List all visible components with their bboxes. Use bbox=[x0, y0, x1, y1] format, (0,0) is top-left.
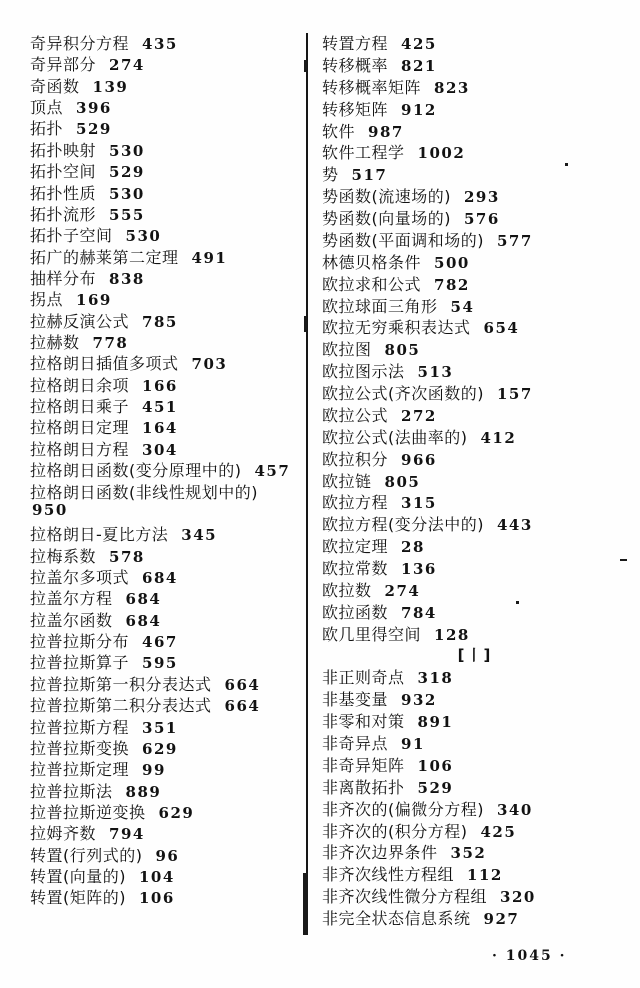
index-entry bbox=[30, 373, 304, 394]
page-number: · 1045 · bbox=[492, 948, 567, 964]
entry-term: 拉盖尔多项式 bbox=[30, 567, 130, 587]
index-entry bbox=[322, 53, 628, 75]
entry-term: 拉格朗日函数(非线性规划中的) bbox=[30, 482, 258, 502]
entry-page-number: 684 bbox=[142, 568, 178, 587]
entry-term: 拉格朗日余项 bbox=[30, 375, 130, 395]
entry-page-number: 315 bbox=[401, 494, 437, 513]
entry-page-number: 467 bbox=[142, 633, 178, 652]
index-entry bbox=[322, 687, 628, 709]
entry-term: 拉赫数 bbox=[30, 333, 80, 353]
entry-term: 欧几里得空间 bbox=[322, 624, 422, 644]
entry-term: 拓扑子空间 bbox=[30, 226, 113, 246]
entry-page-number: 966 bbox=[401, 450, 437, 469]
entry-page-number: 664 bbox=[224, 697, 261, 716]
entry-term: 拉普拉斯变换 bbox=[30, 738, 130, 758]
entry-term: 欧拉公式(法曲率的) bbox=[322, 427, 468, 447]
entry-page-number: 912 bbox=[401, 100, 437, 119]
entry-term: 转移矩阵 bbox=[322, 99, 389, 119]
entry-page-number: 684 bbox=[125, 611, 162, 630]
entry-page-number: 555 bbox=[109, 205, 145, 224]
entry-page-number: 320 bbox=[500, 888, 536, 907]
index-entry bbox=[30, 437, 304, 458]
entry-page-number: 821 bbox=[401, 56, 437, 75]
index-entry bbox=[322, 359, 628, 381]
entry-page-number: 513 bbox=[417, 363, 454, 382]
index-entry bbox=[322, 228, 628, 250]
entry-term: 欧拉球面三角形 bbox=[322, 296, 438, 316]
index-entry bbox=[30, 779, 304, 800]
entry-page-number: 345 bbox=[181, 526, 218, 545]
entry-page-number: 157 bbox=[497, 385, 533, 403]
entry-term: 势 bbox=[322, 165, 339, 185]
index-entry bbox=[322, 600, 628, 622]
entry-term: 势函数(向量场的) bbox=[322, 209, 451, 228]
entry-term: 非奇异点 bbox=[322, 734, 389, 753]
entry-term: 非齐次线性方程组 bbox=[322, 865, 455, 885]
entry-term: 拉盖尔函数 bbox=[30, 610, 113, 630]
index-entry bbox=[30, 650, 304, 671]
entry-term: 拉普拉斯算子 bbox=[30, 653, 130, 673]
entry-page-number: 352 bbox=[450, 844, 487, 863]
entry-page-number: 529 bbox=[109, 163, 145, 182]
entry-term: 非奇异矩阵 bbox=[322, 755, 405, 775]
entry-term: 拉普拉斯定理 bbox=[30, 760, 130, 780]
entry-term: 拉普拉斯方程 bbox=[30, 717, 130, 737]
entry-page-number: 576 bbox=[464, 210, 500, 228]
index-entry bbox=[30, 629, 304, 650]
index-entry bbox=[322, 490, 628, 512]
index-entry bbox=[322, 840, 628, 862]
entry-term: 拉普拉斯第一积分表达式 bbox=[30, 674, 212, 694]
index-entry bbox=[30, 52, 304, 73]
entry-term: 拓扑性质 bbox=[30, 183, 97, 203]
entry-term: 转置方程 bbox=[322, 34, 389, 53]
entry-term: 奇异部分 bbox=[30, 55, 97, 75]
index-entry bbox=[30, 202, 304, 223]
index-entry bbox=[322, 250, 628, 272]
index-entry bbox=[30, 116, 304, 137]
entry-page-number: 166 bbox=[142, 376, 178, 395]
entry-term: 拉普拉斯法 bbox=[30, 781, 113, 801]
entry-page-number: 99 bbox=[142, 761, 166, 780]
index-entry bbox=[30, 458, 304, 479]
entry-term: 欧拉图 bbox=[322, 340, 372, 360]
entry-page-number: 272 bbox=[401, 406, 437, 425]
entry-page-number: 577 bbox=[497, 231, 533, 250]
entry-page-number: 684 bbox=[125, 590, 162, 609]
index-entry bbox=[30, 672, 304, 693]
entry-page-number: 139 bbox=[92, 77, 129, 96]
index-entry bbox=[30, 480, 304, 501]
entry-term: 非齐次线性微分方程组 bbox=[322, 887, 488, 907]
entry-term: 欧拉图示法 bbox=[322, 362, 405, 382]
entry-page-number: 529 bbox=[417, 778, 454, 797]
entry-term: 奇异积分方程 bbox=[30, 34, 130, 53]
entry-page-number: 91 bbox=[401, 735, 425, 753]
entry-term: 拉赫反演公式 bbox=[30, 311, 130, 331]
index-entry bbox=[322, 534, 628, 556]
entry-page-number: 443 bbox=[497, 516, 533, 535]
index-entry bbox=[322, 556, 628, 578]
index-entry bbox=[322, 906, 628, 928]
entry-page-number: 595 bbox=[142, 654, 178, 673]
entry-term: 欧拉求和公式 bbox=[322, 274, 422, 294]
entry-page-number: 785 bbox=[142, 312, 178, 331]
entry-page-number: 629 bbox=[142, 739, 178, 758]
entry-page-number: 500 bbox=[434, 253, 470, 272]
entry-term: 拉格朗日方程 bbox=[30, 439, 130, 459]
entry-term: 转置(矩阵的) bbox=[30, 888, 126, 908]
entry-term: 拉梅系数 bbox=[30, 546, 97, 566]
entry-page-number: 838 bbox=[109, 269, 145, 288]
index-entry bbox=[30, 821, 304, 842]
entry-page-number: 106 bbox=[139, 889, 175, 908]
entry-page-number: 435 bbox=[142, 35, 178, 53]
entry-term: 转移概率 bbox=[322, 55, 389, 75]
index-entry bbox=[322, 381, 628, 403]
entry-term: 非完全状态信息系统 bbox=[322, 909, 471, 928]
index-entry bbox=[322, 140, 628, 162]
entry-term: 欧拉公式(齐次函数的) bbox=[322, 384, 484, 403]
index-entry bbox=[322, 119, 628, 141]
index-entry bbox=[322, 819, 628, 841]
entry-page-number: 889 bbox=[125, 782, 162, 801]
entry-page-number: 950 bbox=[32, 500, 68, 519]
index-column-right bbox=[322, 31, 628, 928]
index-entry bbox=[322, 447, 628, 469]
index-entry bbox=[30, 757, 304, 778]
entry-term: 奇函数 bbox=[30, 76, 80, 96]
index-entry bbox=[30, 266, 304, 287]
index-entry bbox=[322, 753, 628, 775]
entry-page-number: 782 bbox=[434, 275, 470, 294]
entry-term: 拓扑 bbox=[30, 119, 64, 139]
entry-page-number: 304 bbox=[142, 440, 178, 459]
entry-term: 拉普拉斯逆变换 bbox=[30, 802, 146, 822]
index-entry bbox=[30, 159, 304, 180]
index-entry bbox=[30, 800, 304, 821]
index-entry bbox=[322, 206, 628, 228]
entry-term: 拉格朗日-夏比方法 bbox=[30, 525, 169, 545]
entry-page-number: 530 bbox=[109, 141, 145, 160]
index-entry bbox=[30, 138, 304, 159]
index-entry bbox=[30, 843, 304, 864]
scan-artifact bbox=[304, 316, 307, 332]
entry-page-number: 28 bbox=[401, 538, 425, 557]
index-entry bbox=[322, 31, 628, 53]
index-entry bbox=[30, 95, 304, 116]
entry-page-number: 530 bbox=[125, 227, 162, 246]
entry-page-number: 128 bbox=[434, 625, 470, 644]
entry-term: 拉格朗日乘子 bbox=[30, 397, 130, 417]
entry-page-number: 54 bbox=[450, 297, 475, 316]
index-entry bbox=[322, 644, 628, 666]
entry-page-number: 412 bbox=[480, 428, 517, 447]
entry-page-number: 805 bbox=[384, 341, 421, 360]
entry-page-number: 425 bbox=[480, 822, 517, 841]
entry-page-number: 530 bbox=[109, 184, 145, 203]
entry-term: 非齐次边界条件 bbox=[322, 843, 438, 863]
entry-term: 拓扑流形 bbox=[30, 204, 97, 224]
entry-term: 欧拉函数 bbox=[322, 602, 389, 622]
index-entry bbox=[322, 162, 628, 184]
entry-term: 欧拉数 bbox=[322, 580, 372, 600]
index-entry bbox=[322, 272, 628, 294]
index-entry bbox=[322, 425, 628, 447]
index-entry bbox=[30, 501, 304, 522]
entry-page-number: 529 bbox=[76, 120, 112, 139]
index-entry bbox=[30, 885, 304, 906]
index-entry bbox=[322, 294, 628, 316]
entry-term: [丨] bbox=[457, 645, 493, 664]
entry-term: 非正则奇点 bbox=[322, 668, 405, 688]
entry-page-number: 987 bbox=[368, 122, 404, 141]
entry-term: 转置(行列式的) bbox=[30, 845, 143, 865]
entry-term: 拓扑空间 bbox=[30, 162, 97, 182]
index-entry bbox=[322, 403, 628, 425]
index-entry bbox=[322, 337, 628, 359]
index-entry bbox=[322, 731, 628, 753]
entry-term: 软件 bbox=[322, 121, 356, 141]
index-entry bbox=[30, 415, 304, 436]
index-entry bbox=[30, 31, 304, 52]
entry-term: 拓广的赫莱第二定理 bbox=[30, 247, 179, 267]
entry-page-number: 106 bbox=[417, 756, 454, 775]
entry-page-number: 654 bbox=[483, 319, 520, 338]
index-entry bbox=[30, 245, 304, 266]
entry-page-number: 784 bbox=[401, 603, 437, 622]
index-entry bbox=[30, 74, 304, 95]
column-divider-rule bbox=[306, 33, 308, 935]
entry-page-number: 794 bbox=[109, 825, 145, 844]
index-entry bbox=[322, 709, 628, 731]
entry-page-number: 112 bbox=[467, 866, 503, 885]
entry-page-number: 274 bbox=[109, 56, 145, 75]
entry-term: 势函数(流速场的) bbox=[322, 187, 451, 207]
entry-page-number: 318 bbox=[417, 669, 454, 688]
entry-page-number: 927 bbox=[483, 910, 520, 928]
entry-page-number: 805 bbox=[384, 472, 421, 491]
scan-artifact bbox=[304, 60, 307, 72]
entry-page-number: 274 bbox=[384, 581, 421, 600]
entry-term: 非零和对策 bbox=[322, 712, 405, 732]
index-entry bbox=[322, 775, 628, 797]
index-entry bbox=[322, 97, 628, 119]
entry-term: 拉普拉斯分布 bbox=[30, 632, 130, 652]
entry-term: 欧拉无穷乘积表达式 bbox=[322, 318, 471, 338]
index-entry bbox=[30, 330, 304, 351]
entry-term: 拉格朗日插值多项式 bbox=[30, 354, 179, 374]
entry-term: 非离散拓扑 bbox=[322, 777, 405, 797]
index-entry bbox=[322, 512, 628, 534]
entry-term: 拉格朗日函数(变分原理中的) bbox=[30, 461, 242, 481]
entry-term: 势函数(平面调和场的) bbox=[322, 230, 484, 250]
entry-page-number: 664 bbox=[224, 675, 261, 694]
index-entry bbox=[322, 75, 628, 97]
entry-term: 非齐次的(积分方程) bbox=[322, 821, 468, 841]
index-entry bbox=[322, 315, 628, 337]
index-entry bbox=[30, 394, 304, 415]
entry-page-number: 451 bbox=[142, 398, 178, 417]
entry-term: 欧拉链 bbox=[322, 471, 372, 491]
entry-term: 欧拉积分 bbox=[322, 449, 389, 469]
entry-page-number: 457 bbox=[254, 462, 291, 481]
entry-term: 欧拉公式 bbox=[322, 405, 389, 425]
entry-page-number: 932 bbox=[401, 691, 437, 710]
index-column-left bbox=[30, 31, 304, 907]
index-entry bbox=[30, 223, 304, 244]
index-entry bbox=[322, 665, 628, 687]
entry-page-number: 136 bbox=[401, 560, 437, 578]
index-entry bbox=[322, 862, 628, 884]
index-entry bbox=[30, 565, 304, 586]
index-entry bbox=[30, 715, 304, 736]
entry-term: 拉姆齐数 bbox=[30, 824, 97, 844]
index-entry bbox=[322, 184, 628, 206]
entry-page-number: 1002 bbox=[417, 144, 466, 163]
entry-page-number: 703 bbox=[191, 355, 228, 374]
index-entry bbox=[30, 309, 304, 330]
entry-page-number: 340 bbox=[497, 800, 533, 819]
entry-term: 非基变量 bbox=[322, 690, 389, 710]
entry-term: 欧拉方程(变分法中的) bbox=[322, 515, 484, 535]
entry-page-number: 491 bbox=[191, 248, 228, 267]
entry-page-number: 351 bbox=[142, 718, 178, 737]
entry-term: 拉普拉斯第二积分表达式 bbox=[30, 696, 212, 716]
index-entry bbox=[322, 578, 628, 600]
entry-term: 欧拉定理 bbox=[322, 537, 389, 557]
entry-page-number: 169 bbox=[76, 291, 112, 310]
index-entry bbox=[30, 736, 304, 757]
entry-page-number: 778 bbox=[92, 334, 129, 353]
entry-page-number: 293 bbox=[464, 188, 500, 207]
index-entry bbox=[322, 797, 628, 819]
entry-page-number: 629 bbox=[158, 803, 195, 822]
entry-page-number: 96 bbox=[155, 846, 180, 865]
entry-term: 软件工程学 bbox=[322, 143, 405, 163]
index-entry bbox=[30, 351, 304, 372]
entry-page-number: 891 bbox=[417, 713, 454, 732]
entry-term: 拉格朗日定理 bbox=[30, 418, 130, 438]
entry-term: 非齐次的(偏微分方程) bbox=[322, 799, 484, 819]
entry-term: 拓扑映射 bbox=[30, 140, 97, 160]
index-entry bbox=[30, 864, 304, 885]
entry-term: 转移概率矩阵 bbox=[322, 77, 422, 97]
entry-term: 欧拉常数 bbox=[322, 559, 389, 578]
index-entry bbox=[30, 181, 304, 202]
index-entry bbox=[30, 544, 304, 565]
entry-term: 顶点 bbox=[30, 98, 64, 118]
entry-term: 转置(向量的) bbox=[30, 867, 126, 887]
entry-page-number: 823 bbox=[434, 78, 470, 97]
index-entry bbox=[30, 586, 304, 607]
index-entry bbox=[30, 608, 304, 629]
index-entry bbox=[30, 693, 304, 714]
index-entry bbox=[322, 469, 628, 491]
entry-term: 拐点 bbox=[30, 290, 64, 310]
entry-term: 林德贝格条件 bbox=[322, 252, 422, 272]
entry-page-number: 425 bbox=[401, 35, 437, 53]
index-entry bbox=[322, 622, 628, 644]
entry-page-number: 104 bbox=[139, 868, 175, 887]
entry-page-number: 164 bbox=[142, 419, 178, 438]
entry-term: 欧拉方程 bbox=[322, 493, 389, 513]
entry-term: 抽样分布 bbox=[30, 268, 97, 288]
entry-page-number: 396 bbox=[76, 99, 112, 118]
entry-term: 拉盖尔方程 bbox=[30, 589, 113, 609]
entry-page-number: 578 bbox=[109, 547, 145, 566]
index-entry bbox=[30, 522, 304, 543]
index-entry bbox=[322, 884, 628, 906]
entry-page-number: 517 bbox=[351, 166, 388, 185]
index-entry bbox=[30, 287, 304, 308]
